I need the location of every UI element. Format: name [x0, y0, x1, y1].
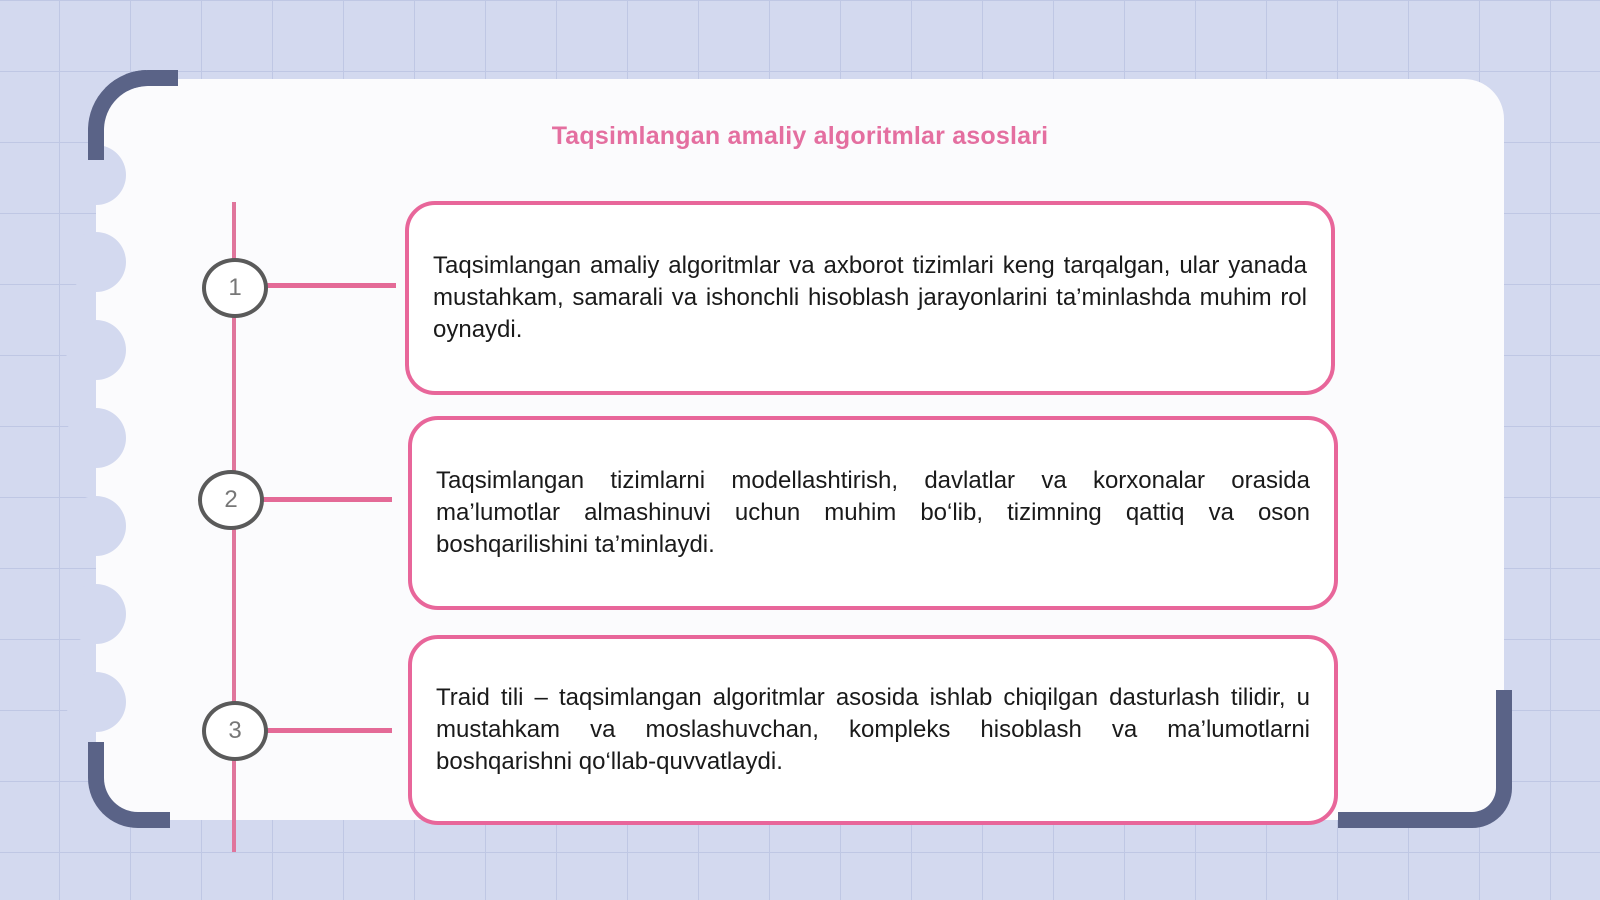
paper-notch [66, 584, 126, 644]
corner-bracket-bottom-right [1338, 690, 1512, 828]
paper-notch [66, 408, 126, 468]
info-card [408, 416, 1338, 610]
info-card [405, 201, 1335, 395]
info-card-text: Taqsimlangan amaliy algoritmlar va axborot tizimlari keng tarqalgan, ular yanada mustahkam, samarali va ishonchli hisoblash jarayonlarini ta’minlashda muhim rol oynaydi. [433, 252, 1307, 343]
step-number: 2 [224, 486, 238, 513]
paper-notch [66, 496, 126, 556]
info-card [408, 635, 1338, 825]
step-number: 1 [228, 274, 242, 301]
timeline-connector [266, 283, 396, 288]
info-card-text: Traid tili – taqsimlangan algoritmlar asosida ishlab chiqilgan dasturlash tilidir, u mustahkam va moslashuvchan, kompleks hisoblash va ma’lumotlarni boshqarishni qo‘llab-quvvatlaydi. [436, 684, 1310, 775]
step-number-circle [202, 701, 268, 761]
slide-title: Taqsimlangan amaliy algoritmlar asoslari [551, 122, 1049, 150]
timeline-connector [266, 728, 392, 733]
timeline-connector [262, 497, 392, 502]
info-card-text: Taqsimlangan tizimlarni modellashtirish, davlatlar va korxonalar orasida ma’lumotlar almashinuvi uchun muhim bo‘lib, tizimning qattiq va oson boshqarilishini ta’minlaydi. [436, 467, 1310, 558]
corner-bracket-bottom-left [88, 742, 170, 828]
paper-notch [66, 672, 126, 732]
step-number-circle [198, 470, 264, 530]
paper-notch [66, 320, 126, 380]
step-number: 3 [228, 717, 242, 744]
paper-notch [66, 232, 126, 292]
step-number-circle [202, 258, 268, 318]
